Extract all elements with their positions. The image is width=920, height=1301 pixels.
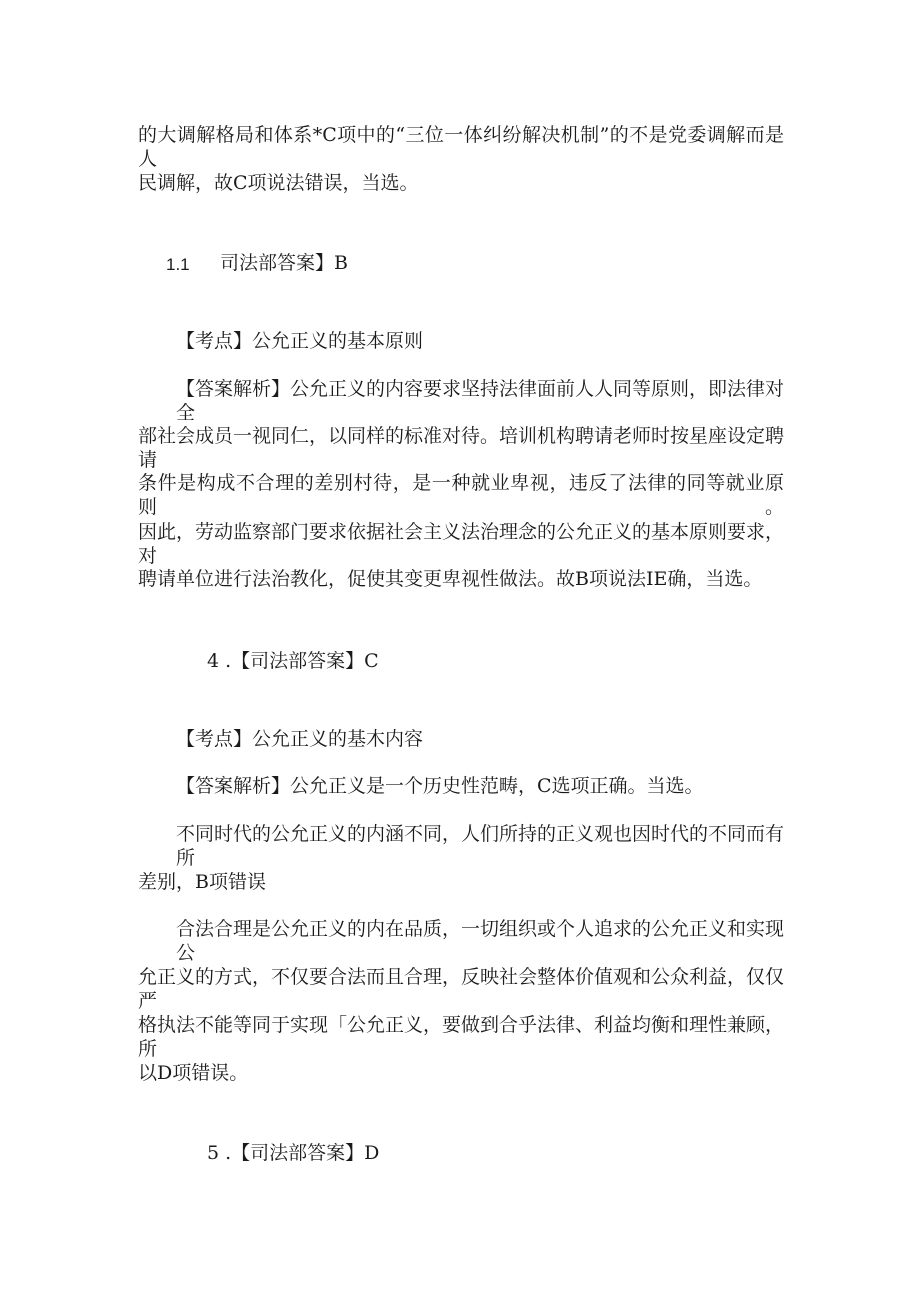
- paragraph-line: 的大调解格局和体系*C项中的“三位一体纠纷解决机制”的不是党委调解而是人: [138, 124, 784, 170]
- paragraph-line: 【答案解析】公允正义是一个历史性范畴，C选项正确。当选。: [176, 775, 704, 797]
- paragraph-line: 以D项错误。: [138, 1062, 249, 1084]
- paragraph-line: 聘请单位进行法治教化，促使其变更卑视性做法。故B项说法IE确，当选。: [138, 568, 763, 590]
- paragraph-line: 不同时代的公允正义的内涵不同，人们所持的正义观也因时代的不同而有所: [176, 823, 785, 869]
- paragraph-line: 民调解，故C项说法错误，当选。: [138, 172, 419, 194]
- paragraph-line: 部社会成员一视同仁，以同样的标准对待。培训机构聘请老师时按星座设定聘请: [138, 425, 785, 471]
- paragraph-line: 合法合理是公允正义的内在品质，一切组织或个人追求的公允正义和实现公: [176, 918, 785, 964]
- paragraph-line: 条件是构成不合理的差别村待，是一种就业卑视，违反了法律的同等就业原则。: [138, 472, 784, 518]
- paragraph-line: 差别，B项错误: [138, 871, 266, 893]
- key-point: 【考点】公允正义的基本原则: [176, 330, 424, 352]
- section-heading: 4 .【司法部答案】C: [207, 650, 379, 672]
- section-heading: 5 .【司法部答案】D: [207, 1142, 380, 1164]
- paragraph-line: 【答案解析】公允正义的内容要求坚持法律面前人人同等原则，即法律对全: [176, 378, 785, 424]
- section-number: 1.1: [166, 255, 190, 274]
- key-point: 【考点】公允正义的基木内容: [176, 728, 424, 750]
- paragraph-line: 允正义的方式，不仅要合法而且合理，反映社会整体价值观和公众利益，仅仅严: [138, 966, 785, 1012]
- paragraph-line: 格执法不能等同于实现「公允正义，要做到合乎法律、利益均衡和理性兼顾，所: [138, 1014, 785, 1060]
- paragraph-line: 因此，劳动监察部门要求依据社会主义法治理念的公允正义的基本原则要求，对: [138, 521, 785, 567]
- section-heading: 司法部答案】B: [220, 252, 348, 274]
